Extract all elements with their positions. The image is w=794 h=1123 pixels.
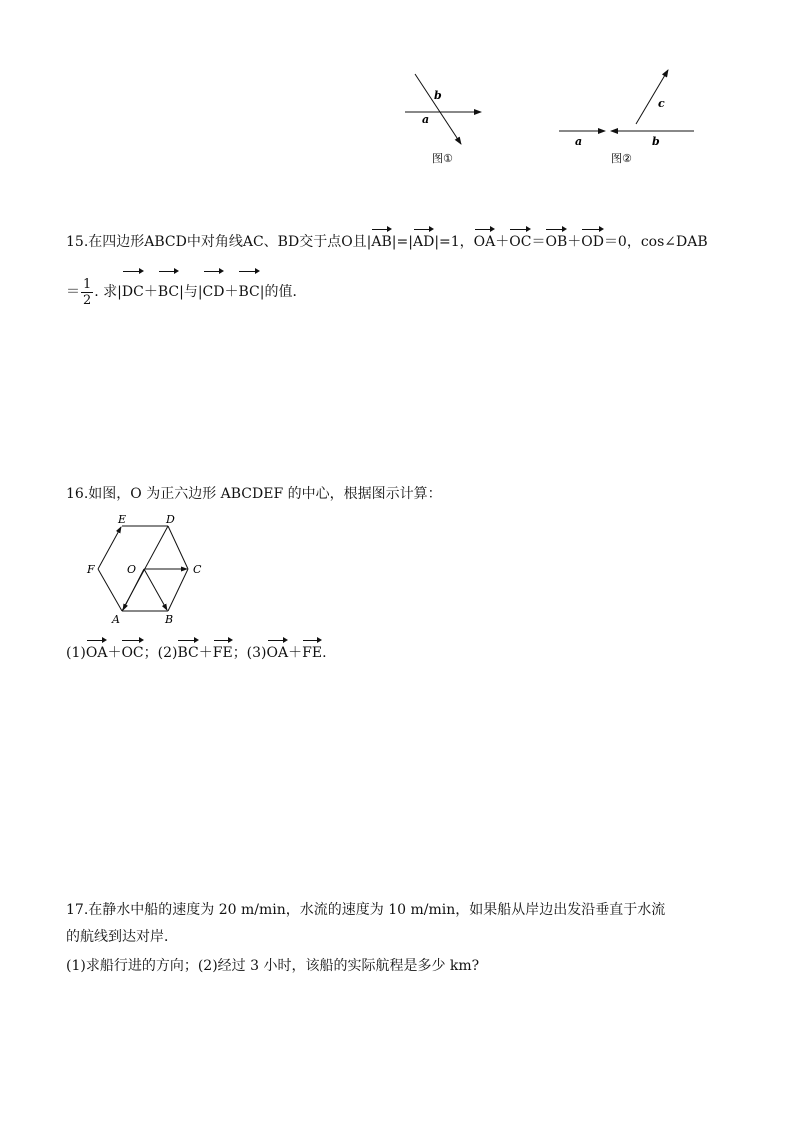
hex-label-d: D bbox=[166, 513, 175, 526]
vector-oa: OA bbox=[474, 228, 496, 252]
fraction-denominator: 2 bbox=[83, 292, 92, 308]
q15-plus3: ＋ bbox=[143, 284, 158, 300]
q15-plus1: ＋ bbox=[495, 234, 510, 250]
vector-ad: AD bbox=[413, 228, 434, 252]
q16-plus1: ＋ bbox=[107, 645, 122, 661]
fig1-label-b: b bbox=[434, 89, 442, 102]
fig2-caption: 图② bbox=[611, 152, 632, 165]
hexagon-figure bbox=[84, 512, 208, 628]
q15-prefix: 15.在四边形ABCD中对角线AC、BD交于点O且| bbox=[66, 234, 372, 250]
q15-mid1: |=| bbox=[391, 234, 413, 250]
vector-ob bbox=[144, 569, 167, 610]
hex-label-e: E bbox=[118, 513, 127, 526]
vector-fe-item3: FE bbox=[302, 639, 322, 663]
vector-od: OD bbox=[581, 228, 604, 252]
hex-edge-af bbox=[98, 569, 122, 611]
fraction-numerator: 1 bbox=[83, 276, 92, 292]
vector-dc: DC bbox=[122, 270, 144, 310]
q16-title: 16.如图，O 为正六边形 ABCDEF 的中心，根据图示计算： bbox=[66, 486, 442, 502]
q16-plus2: ＋ bbox=[198, 645, 213, 661]
q15-plus2: ＋ bbox=[567, 234, 582, 250]
hex-label-b: B bbox=[165, 613, 174, 626]
q15-plus4: ＋ bbox=[224, 284, 239, 300]
fig2-label-a: a bbox=[575, 135, 583, 148]
q15-text3: |的值． bbox=[259, 284, 307, 300]
q17-line-2: 的航线到达对岸． bbox=[66, 929, 178, 945]
hex-label-f: F bbox=[87, 563, 95, 576]
q16-end: . bbox=[322, 645, 327, 661]
q16-sep2: ；(3) bbox=[232, 645, 267, 661]
vector-oa-item1: OA bbox=[86, 639, 108, 663]
vector-ab: AB bbox=[371, 228, 391, 252]
vector-fe-item2: FE bbox=[213, 639, 233, 663]
q17-line-1: 17.在静水中船的速度为 20 m/min，水流的速度为 10 m/min，如果船从岸边出发沿垂直于水流 bbox=[66, 902, 666, 918]
vector-bc-item2: BC bbox=[177, 639, 198, 663]
vector-cd: CD bbox=[203, 270, 225, 310]
q15-eq: ＝ bbox=[531, 234, 546, 250]
hex-label-o: O bbox=[127, 563, 137, 576]
hex-label-a: A bbox=[112, 613, 120, 626]
vector-bc-2: BC bbox=[238, 270, 259, 310]
fig1-caption: 图① bbox=[432, 152, 453, 165]
fig2-label-b: b bbox=[652, 135, 660, 148]
figure-2 bbox=[556, 64, 706, 168]
fig1-label-a: a bbox=[422, 113, 430, 126]
vector-oc: OC bbox=[509, 228, 531, 252]
q15-line-1 bbox=[66, 228, 708, 252]
q15-mid2: |=1， bbox=[434, 234, 474, 250]
q16-sep1: ；(2) bbox=[143, 645, 178, 661]
fig2-label-c: c bbox=[658, 97, 665, 110]
q15-line-2 bbox=[66, 270, 306, 310]
vector-ob: OB bbox=[545, 228, 567, 252]
q15-eq2: ＝ bbox=[66, 284, 80, 300]
fig1-vector-b bbox=[415, 74, 461, 144]
vector-fe bbox=[98, 527, 121, 569]
hex-edge-dc bbox=[168, 526, 188, 569]
vector-bc: BC bbox=[158, 270, 179, 310]
hex-edge-cb bbox=[168, 569, 188, 611]
q15-tail: ＝0，cos∠DAB bbox=[603, 234, 708, 250]
q15-text1: . 求| bbox=[94, 284, 122, 300]
fraction-one-half bbox=[81, 277, 93, 308]
q16-items bbox=[66, 639, 327, 663]
hex-label-c: C bbox=[193, 563, 202, 576]
q16-p1: (1) bbox=[66, 645, 86, 661]
figure-1 bbox=[395, 68, 495, 168]
vector-oc-item1: OC bbox=[121, 639, 143, 663]
q17-line-3: (1)求船行进的方向；(2)经过 3 小时，该船的实际航程是多少 km? bbox=[66, 958, 480, 974]
vector-oa-item3: OA bbox=[267, 639, 289, 663]
q15-text2: |与| bbox=[179, 284, 203, 300]
q16-plus3: ＋ bbox=[288, 645, 303, 661]
